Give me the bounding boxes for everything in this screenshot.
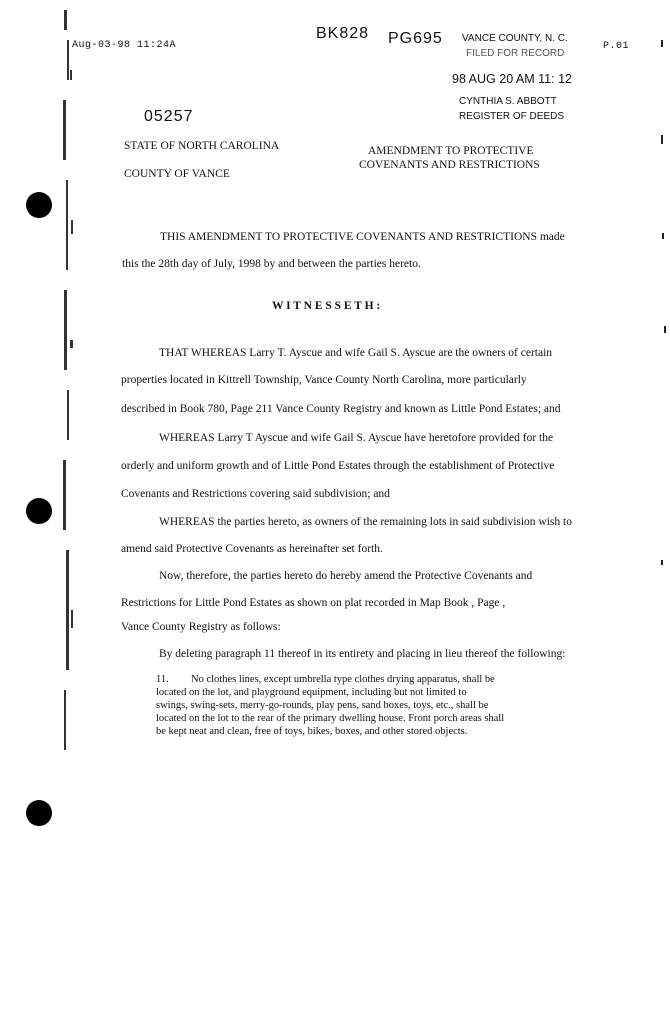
stamp-filed: FILED FOR RECORD <box>466 48 565 59</box>
clause-line: located on the lot, and playground equipment, including but not limited to <box>156 687 467 698</box>
punch-hole <box>26 800 52 826</box>
clause-line: swings, swing-sets, merry-go-rounds, play pens, sand boxes, toys, etc., shall be <box>156 700 489 711</box>
punch-hole <box>26 192 52 218</box>
clause-line: be kept neat and clean, free of toys, bikes, boxes, and other stored objects. <box>156 726 468 737</box>
witnesseth-heading: W I T N E S S E T H : <box>272 300 381 312</box>
state-caption: STATE OF NORTH CAROLINA <box>124 140 280 152</box>
intro-line: this the 28th day of July, 1998 by and between the parties hereto. <box>122 258 421 270</box>
body-line: WHEREAS Larry T Ayscue and wife Gail S. Ayscue have heretofore provided for the <box>159 432 554 444</box>
body-line: properties located in Kittrell Township, Vance County North Carolina, more particularly <box>121 374 527 386</box>
scan-edge-noise <box>62 10 76 780</box>
clause-line: located on the lot to the rear of the primary dwelling house. Front porch areas shall <box>156 713 505 724</box>
punch-hole <box>26 498 52 524</box>
body-line: Covenants and Restrictions covering said subdivision; and <box>121 488 390 500</box>
scan-speck <box>661 560 663 565</box>
body-line: THAT WHEREAS Larry T. Ayscue and wife Gail S. Ayscue are the owners of certain <box>159 347 553 359</box>
scan-speck <box>661 40 663 47</box>
body-line: By deleting paragraph 11 thereof in its entirety and placing in lieu thereof the following: <box>159 648 566 660</box>
clause-number: 11. <box>156 674 169 685</box>
register-title: REGISTER OF DEEDS <box>459 111 565 122</box>
body-line: amend said Protective Covenants as hereinafter set forth. <box>121 543 383 555</box>
body-line: Now, therefore, the parties hereto do hereby amend the Protective Covenants and <box>159 570 533 582</box>
stamp-county: VANCE COUNTY, N. C. <box>462 33 568 44</box>
clause-line: No clothes lines, except umbrella type clothes drying apparatus, shall be <box>191 674 495 685</box>
intro-line: THIS AMENDMENT TO PROTECTIVE COVENANTS AND RESTRICTIONS made <box>160 231 565 243</box>
scan-speck <box>661 135 663 144</box>
document-number: 05257 <box>144 108 194 125</box>
body-line: Restrictions for Little Pond Estates as shown on plat recorded in Map Book , Page , <box>121 597 506 609</box>
document-title-line1: AMENDMENT TO PROTECTIVE <box>368 145 534 157</box>
scan-speck <box>662 233 664 239</box>
fax-date-time: Aug-03-98 11:24A <box>72 40 177 51</box>
body-line: described in Book 780, Page 211 Vance County Registry and known as Little Pond Estates; and <box>121 403 561 415</box>
register-name: CYNTHIA S. ABBOTT <box>459 96 557 107</box>
book-number: BK828 <box>316 25 370 42</box>
county-caption: COUNTY OF VANCE <box>124 168 230 180</box>
body-line: orderly and uniform growth and of Little Pond Estates through the establishment of Protective <box>121 460 555 472</box>
body-line: WHEREAS the parties hereto, as owners of the remaining lots in said subdivision wish to <box>159 516 572 528</box>
page-number: PG695 <box>388 30 443 47</box>
body-line: Vance County Registry as follows: <box>121 621 281 633</box>
document-title-line2: COVENANTS AND RESTRICTIONS <box>359 159 540 171</box>
fax-page-number: P.01 <box>603 41 630 52</box>
stamp-date: 98 AUG 20 AM 11: 12 <box>452 72 572 86</box>
scan-speck <box>664 326 666 333</box>
